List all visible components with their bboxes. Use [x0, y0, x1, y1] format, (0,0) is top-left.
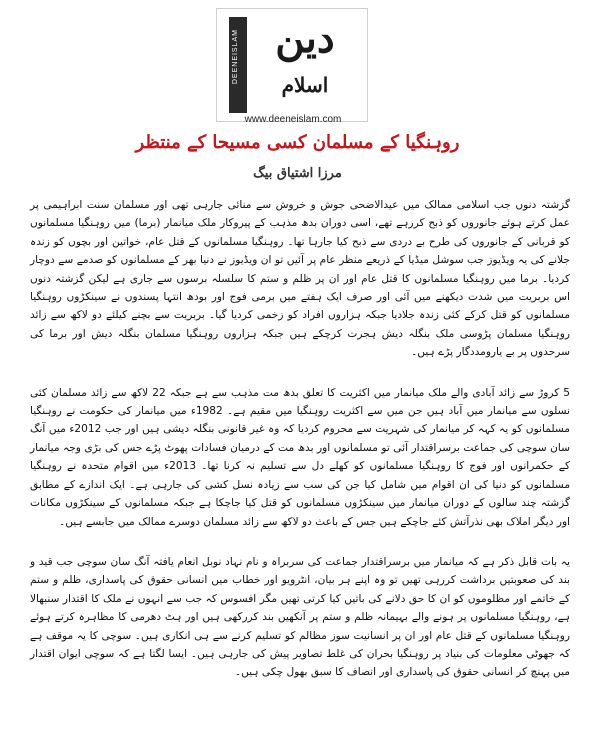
site-logo[interactable] [216, 8, 368, 122]
article-title: روہنگیا کے مسلمان کسی مسیحا کے منتظر [135, 132, 460, 153]
article-author: مرزا اشتیاق بیگ [253, 166, 342, 181]
logo-subtitle: اسلام [281, 73, 329, 97]
site-url-link[interactable]: www.deeneislam.com [244, 114, 342, 125]
logo-title: دین [275, 15, 335, 62]
article-paragraph: گزشتہ دنوں جب اسلامی ممالک میں عیدالاضحی جوش و خروش سے منائی جارہی تھی اور مسلمان سنت ابراہیمی پر عمل کرتے ہوئے جانوروں کو ذبح کررہے تھے، اسی دوران بدھ مذہب کے پیروکار ملک میانمار (برما) میں روہنگیا مسلمانوں کو قربانی کے جانوروں کی طرح بے دردی سے ذبح کیا جارہا تھا۔ روہنگیا مسلمانوں کے قتل عام، خواتین اور بچوں کو زندہ جلانے کی یہ ویڈیوز جب سوشل میڈیا کے ذریعے منظر عام پر آئیں تو ان ویڈیوز نے دنیا بھر کے مسلمانوں کو صدمے سے دوچار کردیا۔ برما میں روہنگیا مسلمانوں کا قتل عام اور ان پر ظلم و ستم کا سلسلہ برسوں سے جاری ہے لیکن گزشتہ دنوں اس بربریت میں شدت دیکھنے میں آئی اور صرف ایک ہفتے میں برمی فوج اور بودھ انتہا پسندوں نے سینکڑوں روہنگیا مسلمانوں کو قتل کرکے کئی زندہ جلادیا جبکہ ہزاروں افراد کو زخمی کردیا گیا۔ بربریت سے بچنے کیلئے دو لاکھ سے زائد روہنگیا مسلمان پڑوسی ملک بنگلہ دیش ہجرت کرچکے ہیں جبکہ ہزاروں روہنگیا مسلمان بنگلہ دیش اور برما کی سرحدوں پر بے یارومددگار پڑے ہیں۔ [30, 199, 570, 359]
article-body [30, 196, 570, 682]
article-paragraph: یہ بات قابل ذکر ہے کہ میانمار میں برسراقتدار جماعت کی سربراہ و نام نہاد نوبل انعام یافتہ آنگ سان سوچی جب قید و بند کی صعوبتیں برداشت کررہی تھیں تو وہ اپنے ہر بیان، انٹرویو اور خطاب میں انسانی حقوق کی پاسداری، ظلم و ستم کے خاتمے اور مظلوموں کو ان کا حق دلانے کی باتیں کیا کرتی تھیں مگر افسوس کہ جب سے انہوں نے ملک کا اقتدار سنبھالا ہے، روہنگیا مسلمانوں پر ہونے والے بہیمانہ ظلم و ستم پر آنکھیں بند کررکھی ہیں اور ہٹ دھرمی کا مظاہرہ کرتے ہوئے روہنگیا مسلمانوں کے قتل عام اور ان پر انسانیت سوز مظالم کو تسلیم کرنے سے ہی انکاری ہیں۔ سوچی کا یہ موقف ہے کہ جھوٹی معلومات کی بنیاد پر روہنگیا بحران کی غلط تصاویر پیش کی جارہی ہیں۔ ایسا لگتا ہے کہ سوچی ایوان اقتدار میں پہنچ کر انسانی حقوق کی پاسداری اور انصاف کا سبق بھول چکی ہیں۔ [30, 555, 570, 679]
article-paragraph: 5 کروڑ سے زائد آبادی والے ملک میانمار میں اکثریت کا تعلق بدھ مت مذہب سے ہے جبکہ 22 لاکھ سے زائد مسلمان کئی نسلوں سے میانمار میں آباد ہیں جن میں سے اکثریت روہنگیا میں مقیم ہے۔ 1982ء میں میانمار کی حکومت نے روہنگیا مسلمانوں کو یہ کہہ کر میانمار کی شہریت سے محروم کردیا کہ وہ غیر قانونی بنگلہ دیشی ہیں اور جب 2012ء میں آنگ سان سوچی کی جماعت برسراقتدار آئی تو مسلمانوں اور بدھ مت کے درمیان فسادات پھوٹ پڑے جس کی بڑی وجہ میانمار کے حکمرانوں اور فوج کا روہنگیا مسلمانوں کو کھلے دل سے تسلیم نہ کرنا تھا۔ 2013ء میں اقوام متحدہ نے روہنگیا مسلمانوں کو دنیا کی ان اقوام میں شامل کیا جن کی سب سے زیادہ نسل کشی کی جارہی ہے۔ ایک اندازے کے مطابق گزشتہ چند سالوں کے دوران میانمار میں سینکڑوں مسلمانوں کو قتل کیا جاچکا ہے جبکہ مسلمانوں کے سینکڑوں مکانات اور دیگر املاک بھی نذرآتش کئے جاچکے ہیں جس کے باعث دو لاکھ سے زائد مسلمان دوسرے ممالک میں جابسے ہیں۔ [30, 386, 571, 528]
logo-side-text: DEENEISLAM [232, 29, 239, 85]
